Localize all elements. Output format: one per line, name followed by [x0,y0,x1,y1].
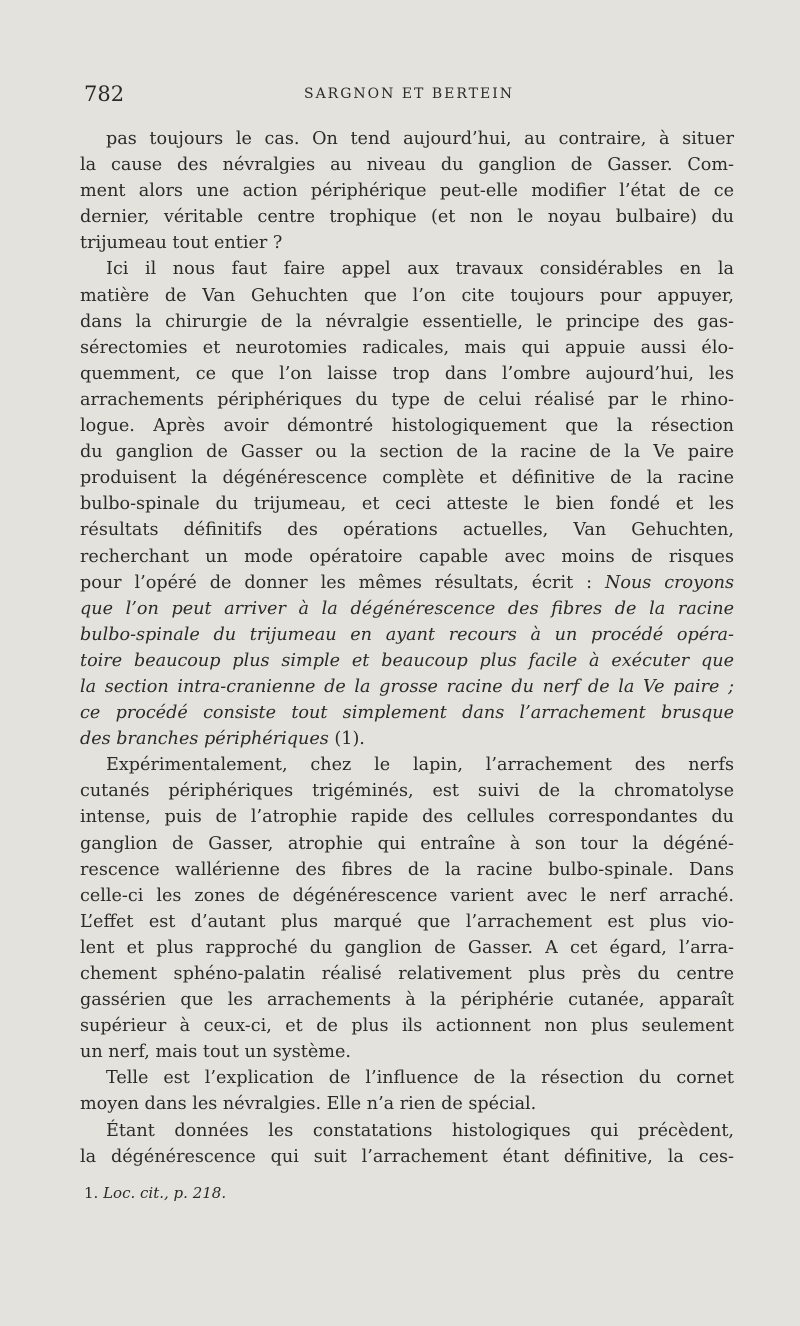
italic-run: Nous croyons [604,572,734,593]
text-line: la cause des névralgies au niveau du ganglion de Gasser. Com- [80,155,734,176]
italic-run: des branches périphériques [80,729,329,750]
quote-line: toire beaucoup plus simple et beaucoup plus facile à exécuter que [80,650,734,671]
text-line: trijumeau tout entier ? [80,233,283,254]
text-line: gassérien que les arrachements à la périphérie cutanée, apparaît [80,990,734,1011]
text-line: quemment, ce que l’on laisse trop dans l’ombre aujourd’hui, les [80,363,734,384]
quote-line: que l’on peut arriver à la dégénérescence des fibres de la racine [80,598,734,619]
text-line: bulbo-spinale du trijumeau, et ceci atteste le bien fondé et les [80,494,734,515]
footnote [84,1184,226,1202]
text-line: matière de Van Gehuchten que l’on cite toujours pour appuyer, [80,285,734,306]
footnote-number: 1. [84,1184,99,1202]
text-line: ment alors une action périphérique peut-elle modifier l’état de ce [80,181,734,202]
text-line: Telle est l’explication de l’influence de la résection du cornet [106,1068,734,1089]
paragraph-1 [80,126,734,256]
page-header [84,82,734,108]
text-line: dans la chirurgie de la névralgie essentielle, le principe des gas- [80,311,734,332]
footnote-ref: (1). [328,729,365,750]
text-line: lent et plus rapproché du ganglion de Gasser. A cet égard, l’arra- [80,937,734,958]
text-line [80,726,734,752]
paragraph-2 [80,256,734,752]
text-line: celle-ci les zones de dégénérescence varient avec le nerf arraché. [80,885,734,906]
text-line [80,570,734,596]
text-line: chement sphéno-palatin réalisé relativement plus près du centre [80,964,734,984]
text-line: dernier, véritable centre trophique (et non le noyau bulbaire) du [80,207,734,228]
page-number: 782 [84,82,125,106]
body-text [80,126,734,1170]
quote-line: ce procédé consiste tout simplement dans l’arrachement brusque [80,703,734,724]
text-line: du ganglion de Gasser ou la section de la racine de la Ve paire [80,442,734,463]
text-line: résultats définitifs des opérations actuelles, Van Gehuchten, [80,520,734,541]
text-line: logue. Après avoir démontré histologiquement que la résection [80,416,734,437]
paragraph-4 [80,1065,734,1117]
quote-line: la section intra-cranienne de la grosse racine du nerf de la Ve paire ; [80,676,734,697]
running-head: SARGNON ET BERTEIN [303,86,514,102]
text-line: sérectomies et neurotomies radicales, mais qui appuie aussi élo- [80,337,734,358]
footnote-text: Loc. cit., p. 218. [103,1184,227,1202]
text-line: produisent la dégénérescence complète et définitive de la racine [80,468,734,489]
text-line: recherchant un mode opératoire capable avec moins de risques [80,546,734,567]
text-line: rescence wallérienne des fibres de la racine bulbo-spinale. Dans [80,859,734,880]
text-line: Ici il nous faut faire appel aux travaux considérables en la [106,259,734,280]
text-line: supérieur à ceux-ci, et de plus ils actionnent non plus seulement [80,1016,734,1037]
text-line: intense, puis de l’atrophie rapide des cellules correspondantes du [80,807,734,828]
text-line: moyen dans les névralgies. Elle n’a rien de spécial. [80,1094,537,1115]
text-line: la dégénérescence qui suit l’arrachement étant définitive, la ces- [80,1146,734,1167]
text-line: ganglion de Gasser, atrophie qui entraîne à son tour la dégéné- [80,833,734,854]
text-line: Étant données les constatations histologiques qui précèdent, [106,1120,734,1141]
text-line: cutanés périphériques trigéminés, est suivi de la chromatolyse [80,781,734,802]
text-run: pour l’opéré de donner les mêmes résultats, écrit : [80,572,605,593]
paragraph-3 [80,752,734,1065]
text-line: L’effet est d’autant plus marqué que l’arrachement est plus vio- [80,911,734,932]
paragraph-5 [80,1118,734,1170]
text-line: pas toujours le cas. On tend aujourd’hui, au contraire, à situer [106,129,734,149]
text-line: Expérimentalement, chez le lapin, l’arrachement des nerfs [106,755,734,776]
text-line: arrachements périphériques du type de celui réalisé par le rhino- [80,389,734,410]
quote-line: bulbo-spinale du trijumeau en ayant recours à un procédé opéra- [80,624,734,645]
text-line: un nerf, mais tout un système. [80,1042,351,1063]
